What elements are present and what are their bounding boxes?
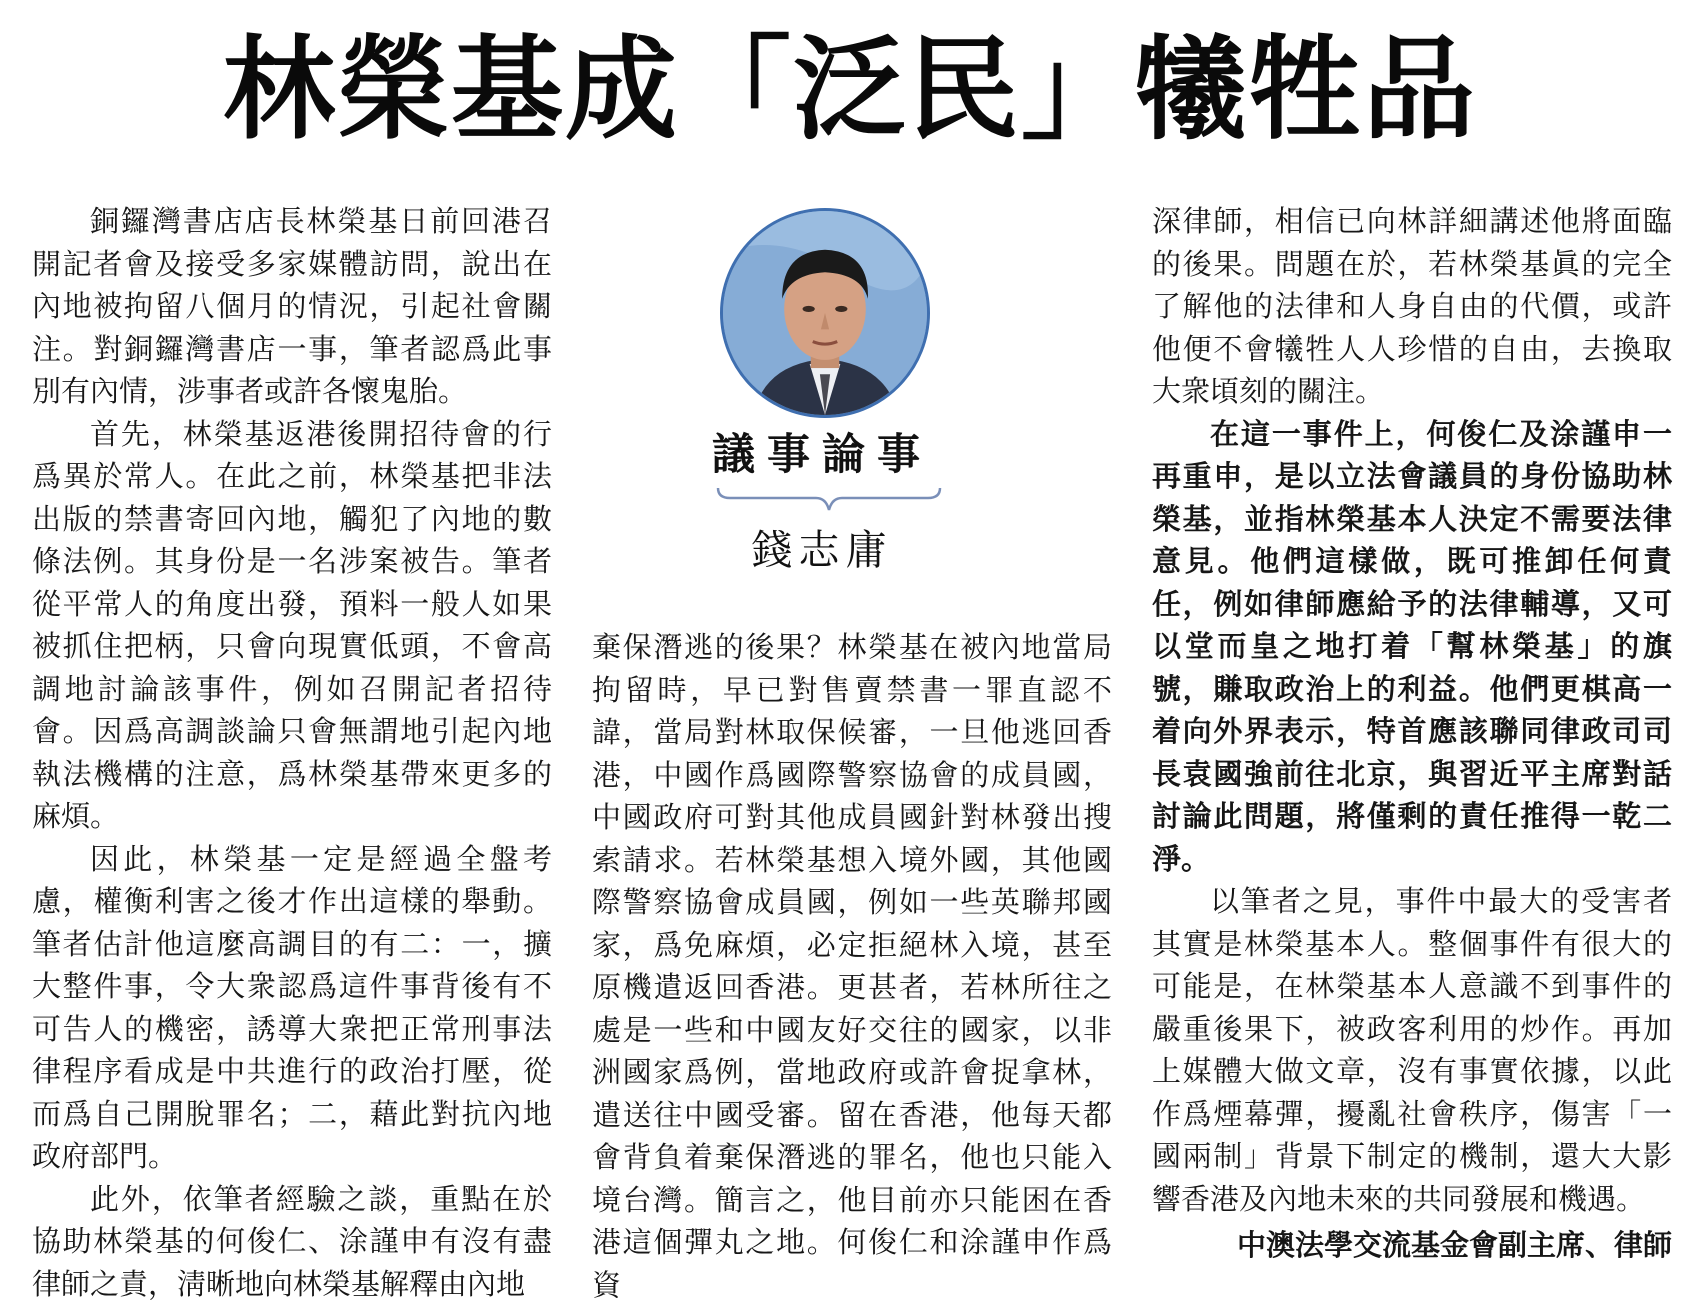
article-column-2 <box>592 626 1112 1306</box>
brace-divider-icon <box>716 484 942 514</box>
article-column-3 <box>1152 200 1672 1267</box>
author-name: 錢志庸 <box>751 526 893 574</box>
paragraph-bold-emphasis: 在這一事件上，何俊仁及涂謹申一再重申，是以立法會議員的身份協助林榮基，並指林榮基本人決定不需要法律意見。他們這樣做，既可推卸任何責任，例如律師應給予的法律輔導，又可以堂而皇之地打着「幫林榮基」的旗號，賺取政治上的利益。他們更棋高一着向外界表示，特首應該聯同律政司司長袁國強前往北京，與習近平主席對話討論此問題，將僅剩的責任推得一乾二淨。 <box>1152 416 1672 876</box>
column-name: 議事論事 <box>712 430 932 480</box>
headline: 林榮基成「泛民」犧牲品 <box>223 25 1477 155</box>
paragraph-therefore: 因此，林榮基一定是經過全盤考慮，權衡利害之後才作出這樣的舉動。筆者估計他這麼高調目的有二：一，擴大整件事，令大衆認爲這件事背後有不可告人的機密，誘導大衆把正常刑事法律程序看成是中共進行的政治打壓，從而爲自己開脫罪名；二，藉此對抗內地政府部門。 <box>32 841 552 1173</box>
paragraph-first: 首先，林榮基返港後開招待會的行爲異於常人。在此之前，林榮基把非法出版的禁書寄回內地，觸犯了內地的數條法例。其身份是一名涉案被告。筆者從平常人的角度出發，預料一般人如果被抓住把柄，只會向現實低頭，不會高調地討論該事件，例如召開記者招待會。因爲高調談論只會無謂地引起內地執法機構的注意，爲林榮基帶來更多的麻煩。 <box>32 416 552 833</box>
article-column-1 <box>32 200 552 1305</box>
author-portrait-icon <box>723 211 927 415</box>
paragraph-continued: 棄保潛逃的後果？林榮基在被內地當局拘留時，早已對售賣禁書一罪直認不諱，當局對林取保候審，一旦他逃回香港，中國作爲國際警察協會的成員國，中國政府可對其他成員國針對林發出搜索請求。若林榮基想入境外國，其他國際警察協會成員國，例如一些英聯邦國家，爲免麻煩，必定拒絕林入境，甚至原機遣返回香港。更甚者，若林所往之處是一些和中國友好交往的國家，以非洲國家爲例，當地政府或許會捉拿林，遣送往中國受審。留在香港，他每天都會背負着棄保潛逃的罪名，他也只能入境台灣。簡言之，他目前亦只能困在香港這個彈丸之地。何俊仁和涂謹申作爲資 <box>592 630 1112 1302</box>
author-credit: 中澳法學交流基金會副主席、律師 <box>1236 1228 1672 1262</box>
author-photo <box>720 208 930 418</box>
paragraph-conclusion: 以筆者之見，事件中最大的受害者其實是林榮基本人。整個事件有很大的可能是，在林榮基本人意識不到事件的嚴重後果下，被政客利用的炒作。再加上媒體大做文章，沒有事實依據，以此作爲煙幕彈，擾亂社會秩序，傷害「一國兩制」背景下制定的機制，還大大影響香港及內地未來的共同發展和機遇。 <box>1152 884 1672 1216</box>
paragraph-intro: 銅鑼灣書店店長林榮基日前回港召開記者會及接受多家媒體訪問，說出在內地被拘留八個月的情況，引起社會關注。對銅鑼灣書店一事，筆者認爲此事別有內情，涉事者或許各懷鬼胎。 <box>32 204 552 408</box>
paragraph-moreover: 此外，依筆者經驗之談，重點在於協助林榮基的何俊仁、涂謹申有沒有盡律師之責，淸晰地向林榮基解釋由內地 <box>32 1181 552 1301</box>
paragraph-continued-2: 深律師，相信已向林詳細講述他將面臨的後果。問題在於，若林榮基眞的完全了解他的法律和人身自由的代價，或許他便不會犧牲人人珍惜的自由，去換取大衆頃刻的關注。 <box>1152 204 1672 408</box>
